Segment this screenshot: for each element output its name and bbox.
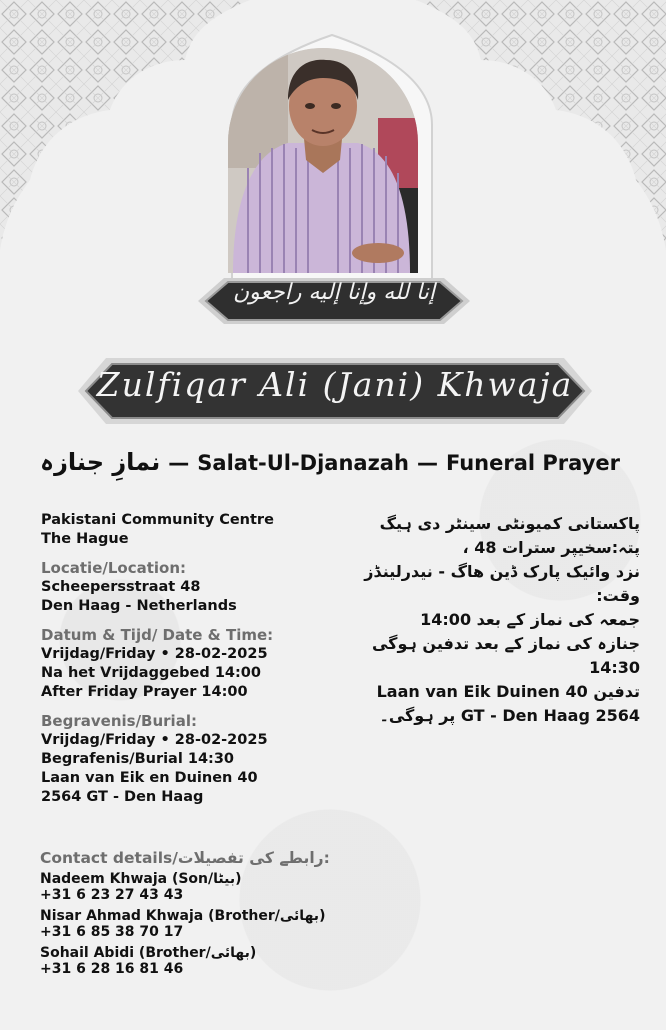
contact-person — [40, 871, 460, 903]
urdu-line: 2564 GT - Den Haag پر ہوگی۔ — [379, 706, 640, 725]
contact-person — [40, 945, 460, 977]
lattice-corner-right — [416, 0, 666, 250]
contact-title: Contact details/رابطے کی تفصیلات: — [40, 849, 330, 867]
contact-phone[interactable]: +31 6 28 16 81 46 — [40, 961, 184, 977]
contact-name: Nadeem Khwaja (Son/بیٹا) — [40, 871, 242, 887]
datetime-line: Vrijdag/Friday • 28-02-2025 — [41, 646, 268, 662]
lattice-corner-left — [0, 0, 250, 250]
details-urdu — [340, 512, 640, 728]
venue-line: Pakistani Community Centre — [41, 512, 274, 528]
heading-urdu: نمازِ جنازہ — [40, 448, 161, 476]
burial-line: Vrijdag/Friday • 28-02-2025 — [41, 732, 268, 748]
urdu-line: جنازہ کی نماز کے بعد تدفین ہوگی — [371, 634, 640, 653]
contact-details — [40, 849, 460, 982]
datetime-line: Na het Vrijdaggebed 14:00 — [41, 665, 261, 681]
portrait-photo — [228, 48, 418, 273]
urdu-line: نزد وائیک پارک ڈین ھاگ - نیدرلینڈز — [364, 562, 640, 581]
details-english — [41, 511, 341, 807]
contact-person — [40, 908, 460, 940]
contact-name: Nisar Ahmad Khwaja (Brother/بھائی) — [40, 908, 326, 924]
inna-lillahi-text: إنا لله وإنا إليه راجعون — [233, 280, 435, 305]
contact-phone[interactable]: +31 6 85 38 70 17 — [40, 924, 184, 940]
burial-line: Laan van Eik en Duinen 40 — [41, 770, 258, 786]
datetime-line: After Friday Prayer 14:00 — [41, 684, 248, 700]
location-line: Den Haag - Netherlands — [41, 598, 237, 614]
urdu-line: تدفین Laan van Eik Duinen 40 — [376, 682, 640, 701]
deceased-name: Zulfiqar Ali (Jani) Khwaja — [96, 365, 574, 404]
funeral-prayer-heading — [40, 448, 636, 476]
urdu-line: جمعہ کی نماز کے بعد 14:00 — [420, 610, 640, 629]
burial-line: 2564 GT - Den Haag — [41, 789, 204, 805]
location-label: Locatie/Location: — [41, 559, 187, 577]
heading-salat: Salat-Ul-Djanazah — [197, 451, 409, 475]
burial-line: Begrafenis/Burial 14:30 — [41, 751, 235, 767]
heading-separator: — — [168, 451, 190, 475]
urdu-line: پتہ:سخیپر سترات 48 ، — [462, 538, 640, 557]
heading-separator: — — [416, 451, 438, 475]
urdu-line: وقت: — [596, 586, 640, 605]
contact-phone[interactable]: +31 6 23 27 43 43 — [40, 887, 184, 903]
venue-line: The Hague — [41, 531, 129, 547]
burial-label: Begravenis/Burial: — [41, 712, 197, 730]
location-line: Scheepersstraat 48 — [41, 579, 201, 595]
urdu-line: 14:30 — [589, 658, 640, 677]
urdu-line: پاکستانی کمیونٹی سینٹر دی ہیگ — [379, 514, 640, 533]
heading-english: Funeral Prayer — [445, 451, 620, 475]
datetime-label: Datum & Tijd/ Date & Time: — [41, 626, 274, 644]
contact-name: Sohail Abidi (Brother/بھائی) — [40, 945, 257, 961]
